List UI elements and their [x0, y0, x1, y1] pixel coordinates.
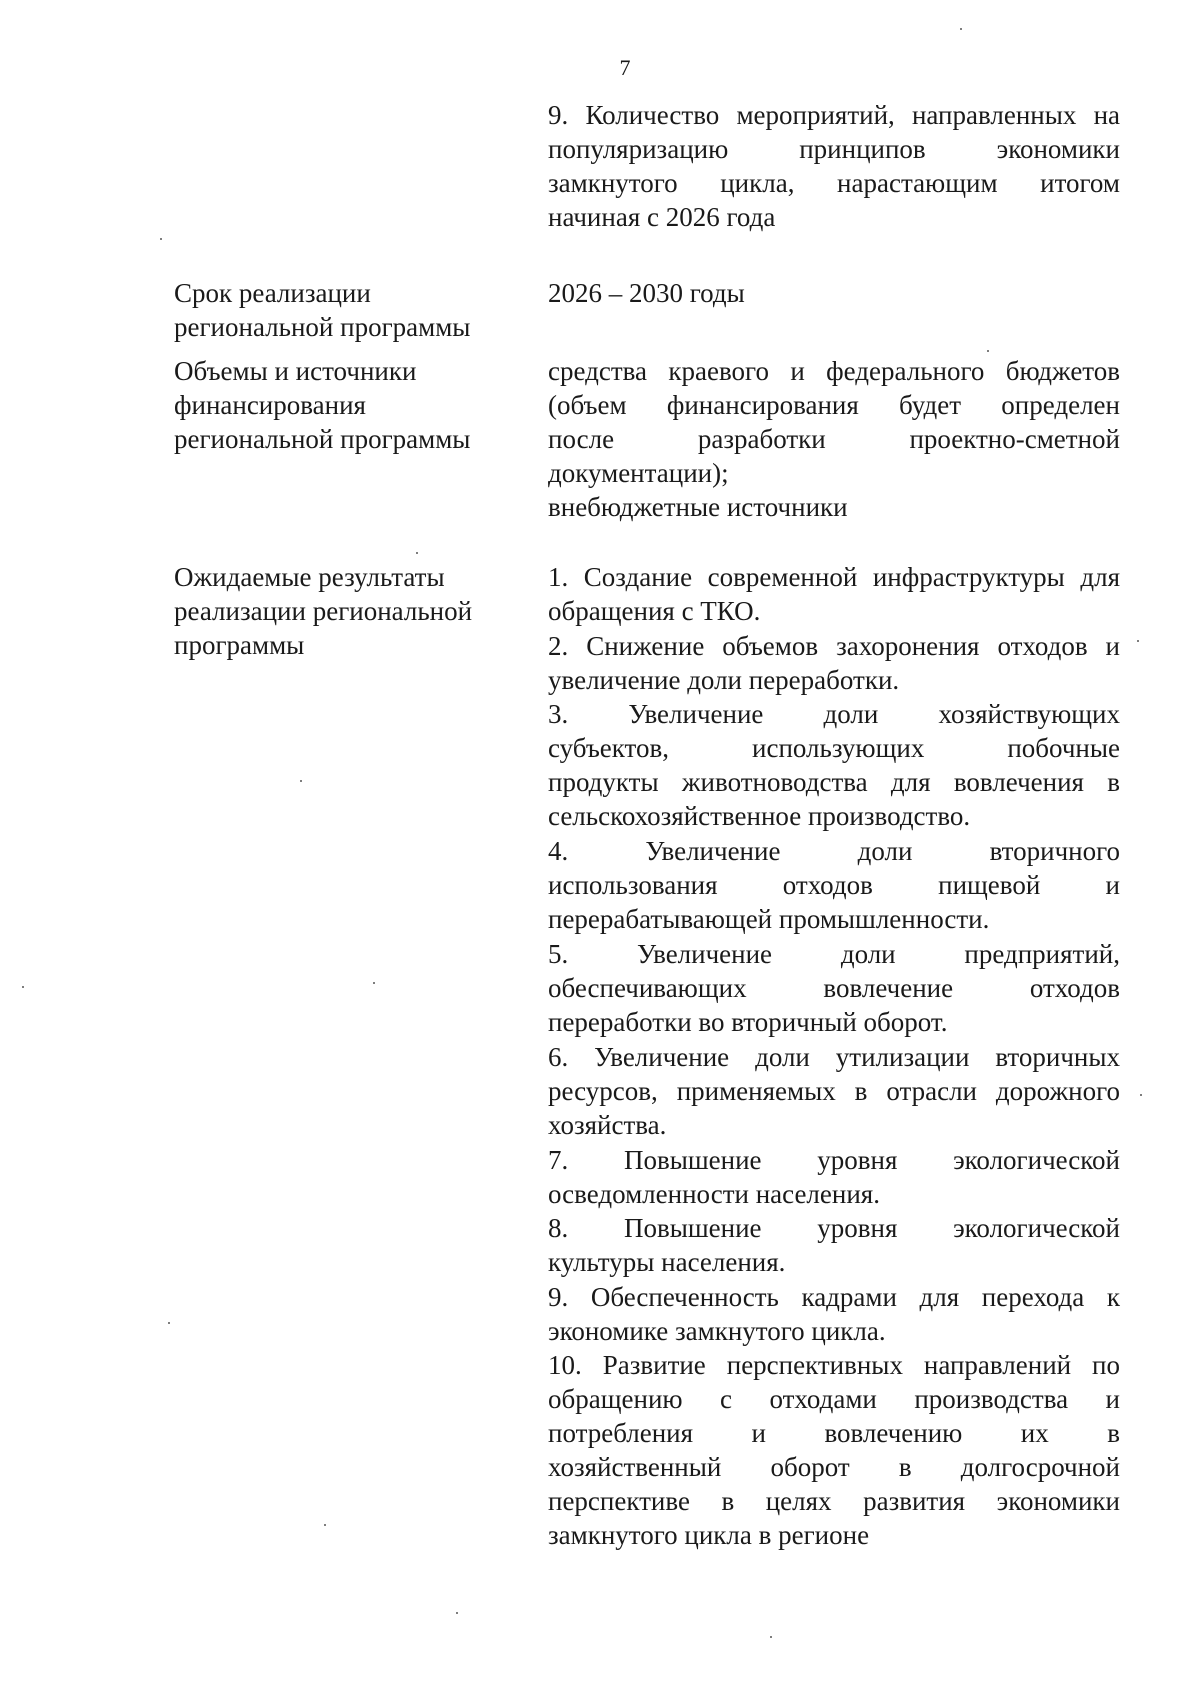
- row-3-value-line: 4. Увеличение доли вторичного: [548, 836, 1120, 866]
- scan-speck: [770, 1636, 772, 1638]
- row-3-value-line: 7. Повышение уровня экологической: [548, 1145, 1120, 1175]
- row-3-value-line: 6. Увеличение доли утилизации вторичных: [548, 1042, 1120, 1072]
- row-3-label-line: Ожидаемые результаты: [174, 562, 445, 592]
- row-3-value-line: 1. Создание современной инфраструктуры для: [548, 562, 1120, 592]
- row-2-label-line: Объемы и источники: [174, 356, 417, 386]
- row-3-label-line: реализации региональной: [174, 596, 473, 626]
- row-3-value-line: 9. Обеспеченность кадрами для перехода к: [548, 1282, 1120, 1312]
- row-3-value-line: потребления и вовлечению их в: [548, 1418, 1120, 1448]
- row-0-value-line: замкнутого цикла, нарастающим итогом: [548, 168, 1120, 198]
- row-3-value-line: увеличение доли переработки.: [548, 665, 900, 695]
- row-3-value-line: 10. Развитие перспективных направлений по: [548, 1350, 1120, 1380]
- row-3-value-line: обращения с ТКО.: [548, 596, 761, 626]
- page-number: 7: [619, 55, 631, 80]
- row-2-label-line: региональной программы: [174, 424, 471, 454]
- row-2-label-line: финансирования: [174, 390, 366, 420]
- row-3-value-line: перерабатывающей промышленности.: [548, 904, 990, 934]
- row-0-value-line: начиная с 2026 года: [548, 202, 776, 232]
- row-3-value-line: 8. Повышение уровня экологической: [548, 1213, 1120, 1243]
- row-3-value-line: 5. Увеличение доли предприятий,: [548, 939, 1120, 969]
- scan-speck: [416, 552, 418, 554]
- row-3-value-line: культуры населения.: [548, 1247, 786, 1277]
- row-1-value-line: 2026 – 2030 годы: [548, 278, 745, 308]
- row-2-value-line: (объем финансирования будет определен: [548, 390, 1120, 420]
- row-3-value-line: 2. Снижение объемов захоронения отходов и: [548, 631, 1120, 661]
- row-3-value-line: экономике замкнутого цикла.: [548, 1316, 886, 1346]
- row-3-value-line: обеспечивающих вовлечение отходов: [548, 973, 1120, 1003]
- row-3-label-line: программы: [174, 630, 305, 660]
- row-2-value-line: документации);: [548, 458, 729, 488]
- scan-speck: [168, 1322, 170, 1324]
- row-3-value-line: осведомленности населения.: [548, 1179, 880, 1209]
- row-0-value-line: 9. Количество мероприятий, направленных на: [548, 100, 1120, 130]
- scan-speck: [1137, 640, 1139, 642]
- scan-speck: [160, 238, 162, 240]
- scan-speck: [324, 1524, 326, 1526]
- row-2-value-line: средства краевого и федерального бюджетов: [548, 356, 1120, 386]
- scan-speck: [22, 986, 24, 988]
- row-3-value-line: субъектов, использующих побочные: [548, 733, 1120, 763]
- scan-speck: [987, 350, 989, 352]
- row-3-value-line: хозяйства.: [548, 1110, 667, 1140]
- row-3-value-line: ресурсов, применяемых в отрасли дорожного: [548, 1076, 1120, 1106]
- scan-speck: [456, 1612, 458, 1614]
- row-3-value-line: использования отходов пищевой и: [548, 870, 1120, 900]
- scan-speck: [300, 780, 302, 782]
- row-3-value-line: сельскохозяйственное производство.: [548, 801, 971, 831]
- row-2-value-line: внебюджетные источники: [548, 492, 848, 522]
- row-3-value-line: перспективе в целях развития экономики: [548, 1486, 1120, 1516]
- scan-speck: [960, 28, 962, 30]
- row-3-value-line: обращению с отходами производства и: [548, 1384, 1120, 1414]
- scan-speck: [1140, 1094, 1142, 1096]
- row-3-value-line: 3. Увеличение доли хозяйствующих: [548, 699, 1120, 729]
- row-1-label-line: Срок реализации: [174, 278, 371, 308]
- row-3-value-line: хозяйственный оборот в долгосрочной: [548, 1452, 1120, 1482]
- row-3-value-line: замкнутого цикла в регионе: [548, 1520, 870, 1550]
- row-2-value-line: после разработки проектно-сметной: [548, 424, 1120, 454]
- scan-speck: [373, 982, 375, 984]
- row-1-label-line: региональной программы: [174, 312, 471, 342]
- row-3-value-line: продукты животноводства для вовлечения в: [548, 767, 1120, 797]
- row-0-value-line: популяризацию принципов экономики: [548, 134, 1120, 164]
- row-3-value-line: переработки во вторичный оборот.: [548, 1007, 948, 1037]
